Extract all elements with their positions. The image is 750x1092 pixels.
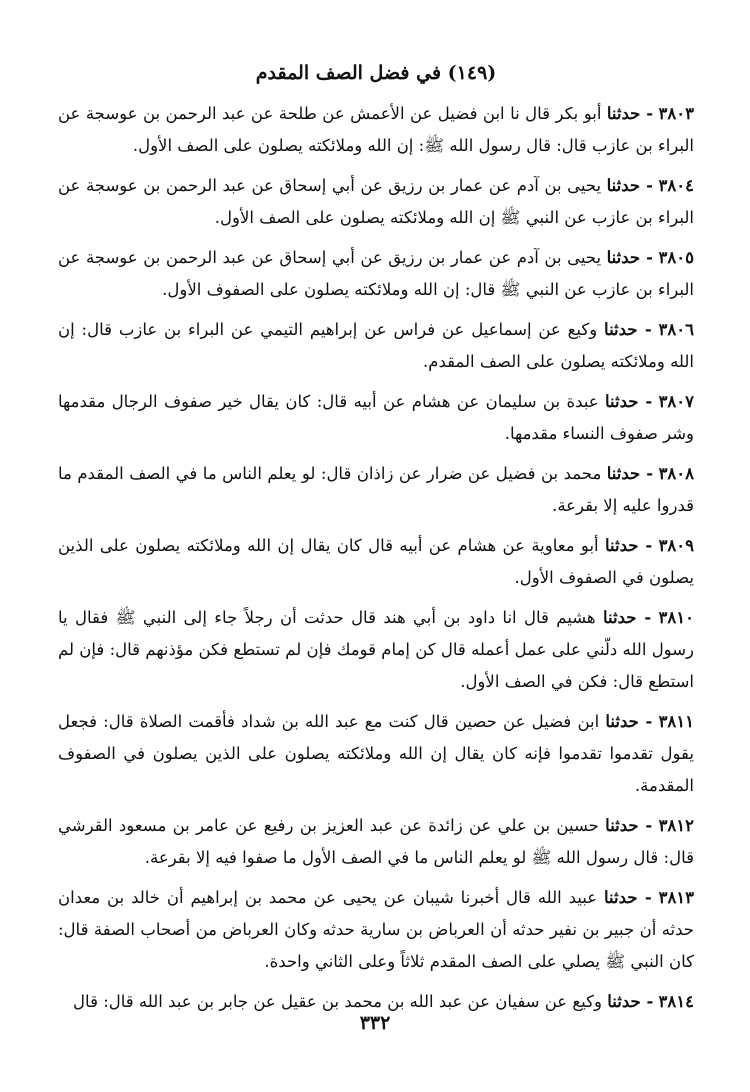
hadith-lead: - حدثنا — [605, 816, 653, 835]
hadith-text: محمد بن فضيل عن ضرار عن زاذان قال: لو يعلم الناس ما في الصف المقدم ما قدروا عليه إلا بقرعة. — [58, 464, 694, 515]
hadith-text: عبيد الله قال أخبرنا شيبان عن يحيى عن محمد بن إبراهيم أن خالد بن معدان حدثه أن جبير بن نفير حدثه أن العرباض بن سارية حدثه وكان العرباض من أصحاب الصفة قال: كان النبي ﷺ يصلي على الصف المقدم ثلاثاً وعلى الثاني واحدة. — [58, 888, 694, 971]
page-number: ٣٣٢ — [359, 1012, 391, 1034]
hadith-lead: - حدثنا — [607, 992, 654, 1011]
hadith-number: ٣٨٠٦ — [658, 320, 694, 339]
hadith-lead: - حدثنا — [604, 320, 652, 339]
hadith-number: ٣٨٠٤ — [658, 176, 694, 195]
hadith-entry — [58, 314, 694, 378]
hadith-number: ٣٨٠٥ — [658, 248, 694, 267]
hadith-entry — [58, 530, 694, 594]
hadith-text: وكيع عن سفيان عن عبد الله بن محمد بن عقيل عن جابر بن عبد الله قال: قال — [73, 992, 602, 1011]
hadith-entry — [58, 98, 694, 162]
chapter-title: (١٤٩) في فضل الصف المقدم — [255, 62, 497, 84]
hadith-number: ٣٨٠٣ — [658, 104, 694, 123]
hadith-text: يحيى بن آدم عن عمار بن رزيق عن أبي إسحاق عن عبد الرحمن بن عوسجة عن البراء بن عازب عن النبي ﷺ قال: إن الله وملائكته يصلون على الصفوف الأول. — [58, 248, 694, 299]
hadith-number: ٣٨١٣ — [658, 888, 695, 907]
hadith-number: ٣٨١٠ — [658, 608, 694, 627]
hadith-number: ٣٨١٢ — [658, 816, 695, 835]
hadith-entry — [58, 458, 694, 522]
hadith-number: ٣٨٠٩ — [658, 536, 695, 555]
hadith-text: هشيم قال انا داود بن أبي هند قال حدثت أن رجلاً جاء إلى النبي ﷺ فقال يا رسول الله دلّني على عمل أعمله قال كن إمام قومك فإن لم تستطع فكن مؤذنهم قال: فإن لم استطع قال: فكن في الصف الأول. — [58, 608, 694, 691]
hadith-lead: - حدثنا — [606, 104, 654, 123]
hadith-text: أبو بكر قال نا ابن فضيل عن الأعمش عن طلحة عن عبد الرحمن بن عوسجة عن البراء بن عازب قال: قال رسول الله ﷺ: إن الله وملائكته يصلون على الصف الأول. — [58, 104, 694, 155]
hadith-text: أبو معاوية عن هشام عن أبيه قال كان يقال إن الله وملائكته يصلون على الذين يصلون في الصفوف الأول. — [58, 536, 694, 587]
hadith-text: ابن فضيل عن حصين قال كنت مع عبد الله بن شداد فأقمت الصلاة قال: فجعل يقول تقدموا تقدموا فإنه كان يقال إن الله وملائكته يصلون على الذين يصلون في الصفوف المقدمة. — [58, 712, 694, 795]
hadith-lead: - حدثنا — [604, 392, 653, 411]
hadith-lead: - حدثنا — [603, 608, 652, 627]
hadith-lead: - حدثنا — [605, 536, 653, 555]
hadith-list — [58, 98, 694, 1018]
hadith-entry — [58, 170, 694, 234]
hadith-entry — [58, 602, 694, 698]
hadith-lead: - حدثنا — [606, 248, 653, 267]
hadith-text: يحيى بن آدم عن عمار بن رزيق عن أبي إسحاق عن عبد الرحمن بن عوسجة عن البراء بن عازب عن النبي ﷺ إن الله وملائكته يصلون على الصف الأول. — [58, 176, 694, 227]
hadith-lead: - حدثنا — [605, 712, 653, 731]
hadith-number: ٣٨١٤ — [658, 992, 694, 1011]
hadith-entry — [58, 242, 694, 306]
hadith-text: وكيع عن إسماعيل عن فراس عن إبراهيم التيمي عن البراء بن عازب قال: إن الله وملائكته يصلون على الصف المقدم. — [58, 320, 694, 371]
hadith-text: عبدة بن سليمان عن هشام عن أبيه قال: كان يقال خير صفوف الرجال مقدمها وشر صفوف النساء مقدمها. — [58, 392, 694, 443]
hadith-lead: - حدثنا — [603, 888, 652, 907]
hadith-number: ٣٨٠٨ — [658, 464, 695, 483]
hadith-number: ٣٨٠٧ — [658, 392, 695, 411]
hadith-entry — [58, 810, 694, 874]
hadith-lead: - حدثنا — [606, 176, 653, 195]
hadith-number: ٣٨١١ — [658, 712, 695, 731]
hadith-entry — [58, 882, 694, 978]
hadith-entry — [58, 386, 694, 450]
hadith-lead: - حدثنا — [606, 464, 654, 483]
hadith-entry — [58, 706, 694, 802]
hadith-text: حسين بن علي عن زائدة عن عبد العزيز بن رفيع عن عامر بن مسعود القرشي قال: قال رسول الله ﷺ لو يعلم الناس ما في الصف الأول ما صفوا فيه إلا بقرعة. — [58, 816, 694, 867]
